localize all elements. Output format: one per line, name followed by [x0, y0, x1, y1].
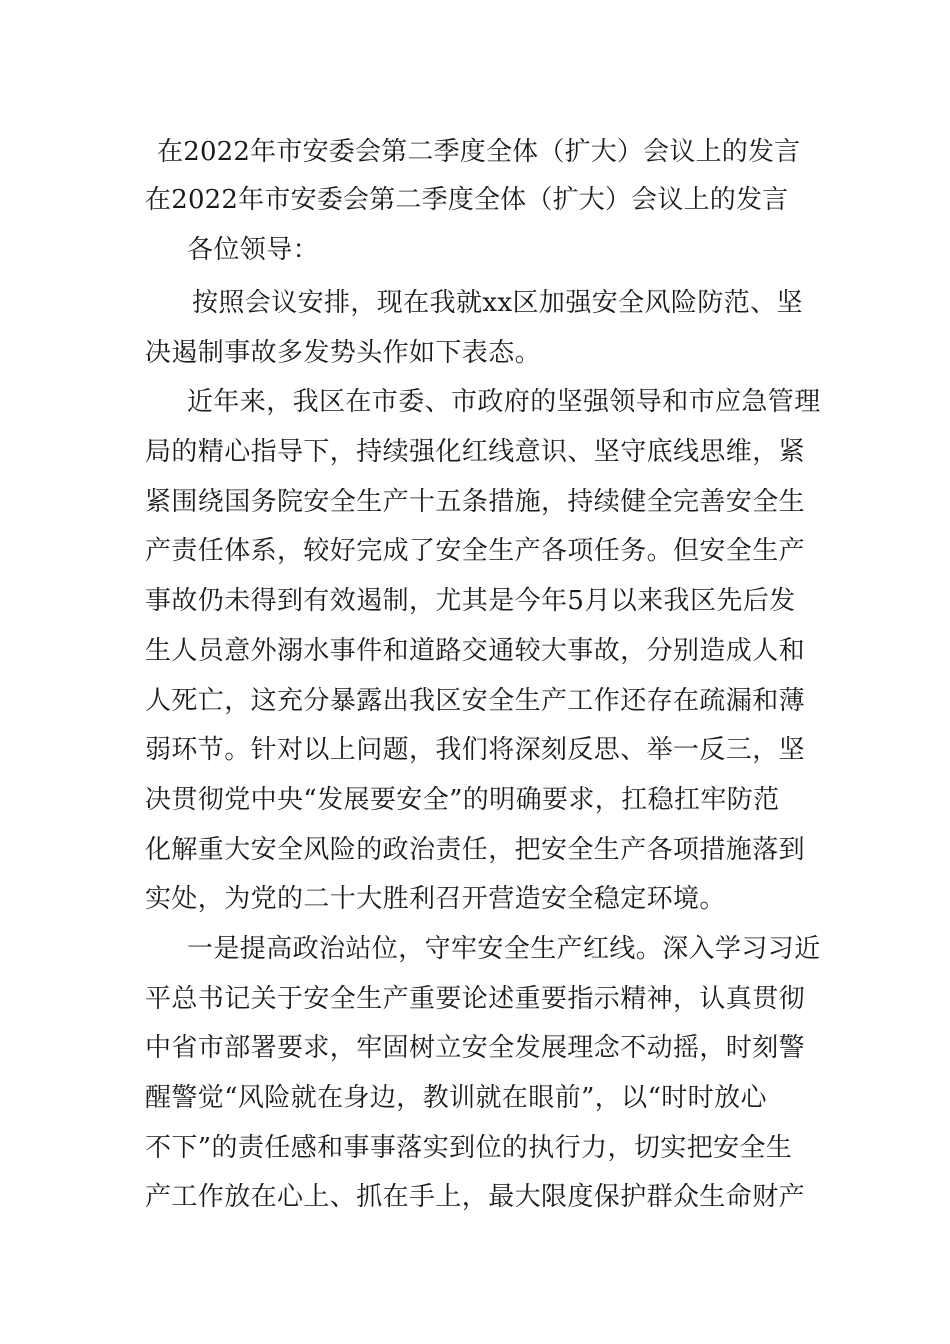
paragraph-line: 人死亡，这充分暴露出我区安全生产工作还存在疏漏和薄	[145, 686, 806, 716]
paragraph-line: 一是提高政治站位，守牢安全生产红线。深入学习习近	[187, 934, 821, 964]
paragraph-line: 生人员意外溺水事件和道路交通较大事故，分别造成人和	[145, 636, 806, 666]
paragraph-line: 决贯彻党中央“发展要安全”的明确要求，扛稳扛牢防范	[145, 785, 780, 815]
paragraph-line: 紧围绕国务院安全生产十五条措施，持续健全完善安全生	[145, 487, 806, 517]
paragraph-line: 实处，为党的二十大胜利召开营造安全稳定环境。	[145, 884, 726, 914]
paragraph-line: 决遏制事故多发势头作如下表态。	[145, 338, 542, 368]
paragraph-line: 事故仍未得到有效遏制，尤其是今年5月以来我区先后发	[145, 586, 796, 616]
paragraph-line: 中省市部署要求，牢固树立安全发展理念不动摇，时刻警	[145, 1033, 806, 1063]
paragraph-line: 化解重大安全风险的政治责任，把安全生产各项措施落到	[145, 835, 806, 865]
salutation: 各位领导：	[187, 235, 320, 265]
paragraph-line: 醒警觉“风险就在身边，教训就在眼前”，以“时时放心	[145, 1083, 767, 1113]
paragraph-line: 局的精心指导下，持续强化红线意识、坚守底线思维，紧	[145, 437, 806, 467]
paragraph-line: 不下”的责任感和事事落实到位的执行力，切实把安全生	[145, 1133, 793, 1163]
paragraph-line: 平总书记关于安全生产重要论述重要指示精神，认真贯彻	[145, 984, 806, 1014]
paragraph-line: 产责任体系，较好完成了安全生产各项任务。但安全生产	[145, 536, 806, 566]
document-title-repeat: 在2022年市安委会第二季度全体（扩大）会议上的发言	[145, 185, 789, 215]
paragraph-line: 按照会议安排，现在我就xx区加强安全风险防范、坚	[192, 288, 803, 318]
paragraph-line: 弱环节。针对以上问题，我们将深刻反思、举一反三，坚	[145, 735, 806, 765]
paragraph-line: 产工作放在心上、抓在手上，最大限度保护群众生命财产	[145, 1182, 806, 1212]
document-title: 在2022年市安委会第二季度全体（扩大）会议上的发言	[157, 137, 801, 167]
paragraph-line: 近年来，我区在市委、市政府的坚强领导和市应急管理	[187, 387, 821, 417]
